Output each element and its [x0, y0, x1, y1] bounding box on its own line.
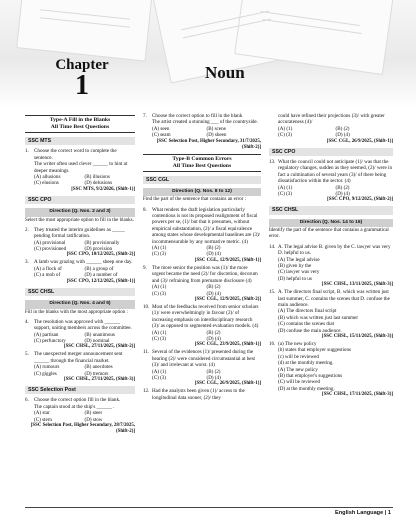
question: 15. A. The directors final script, B. which was written just last summer, C. contains the scenes that D. confuse the main audience. (A) The directors final script (B) which was written just last summer (C) contains the scenes that (D) confuse the main audience. [SSC CHSL, 15/11/2025, (Shift-3)] — [269, 289, 393, 339]
direction-banner: Direction (Q. Nos. 8 to 12) — [143, 188, 261, 196]
question-source: [SSC CGL, 23/9/2025, (Shift-1)] — [194, 342, 261, 348]
question-source: [SSC CHSL, 17/11/2025, (Shift-3)] — [321, 392, 393, 398]
direction-text: Fill in the blanks with the most appropriate option : — [25, 309, 128, 315]
column-2 — [143, 112, 261, 402]
direction-text: Select the most appropriate option to fill in the blanks. — [25, 217, 134, 223]
direction-banner: Direction (Q. Nos. 14 to 16) — [269, 219, 393, 227]
question-source: [SSC CGL, 12/9/2025, (Shift-2)] — [194, 296, 261, 302]
question: 2. They treated the interim guidelines as _____ pending formal ratification. (A) provisional (B) provisionally (C) provisioned (D) provision [SSC CPO, 10/12/2025, (Shift-2)] — [25, 226, 135, 258]
direction-text: Identify the part of the sentence that contains a grammatical error. — [269, 228, 389, 240]
question: 6. Choose the correct option fill in the blank. The captain stood at the ship's ______ . (A) star (B) steer (C) stern (D) stow [SSC Selection Post, Higher Secondary, 28/7/2025, (Shift-2)] — [25, 397, 135, 434]
exam-tag: SSC CGL — [143, 176, 261, 184]
question: 1. Choose the correct word to complete the sentence. The writer often used clever ______ to hint at deeper meanings. (A) allusions (B) illusions (C) elusions (D) delusions [SSC MTS, 9/2/2026, (Shift-1)] — [25, 148, 135, 192]
direction-banner: Direction (Q. Nos. 4 and 5) — [25, 300, 135, 308]
question: 8. What renders the draft legislation particularly contentious is not its proposed realignment of fiscal powers per se, (1)/ but that it presumes, without empirical substantiation, (2)/ a fiscal equivalence among states whose developmental baselines are (3)/ incommensurable by any normative metric. (4) (A) (1) (B) (2) (C) (3) (D) (4) [SSC CGL, 12/9/2025, (Shift-1)] — [143, 206, 261, 263]
question-source: [SSC MTS, 9/2/2026, (Shift-1)] — [71, 186, 135, 192]
exam-tag: SSC CHSL — [269, 206, 393, 214]
question-source: [SSC CHSL, 27/11/2025, (Shift-2)] — [63, 344, 135, 350]
question-source: [SSC CHSL, 27/11/2025, (Shift-3)] — [63, 376, 135, 382]
question-continued: could have refined their projections (3)/ with greater accurateness (4)/ (A) (1) (B) (2) (C) (3) (D) (4) [SSC CGL, 26/9/2025, (Shift-1)] — [269, 113, 393, 145]
question: 13. What the council could not anticipate (1)/ was that the regulatory changes, sudden as they seemed, (2)/ were in fact a culmination of several years (3)/ of there being dissatisfaction within the sector. (4) (A) (1) (B) (2) (C) (3) (D) (4) [SSC CPO, 9/12/2025, (Shift-2)] — [269, 159, 393, 203]
question: 11. Several of the evidences (1)/ presented during the hearing (2)/ were considered circumstantial at best (3)/ and irrelevant at worst. (4) (A) (1) (B) (2) (C) (3) (D) (4) [SSC CGL, 26/9/2025, (Shift-1)] — [143, 349, 261, 387]
question-source: [SSC CPO, 12/12/2025, (Shift-1)] — [66, 278, 135, 284]
exam-tag: SSC Selection Post — [25, 386, 135, 394]
question-source: [SSC CGL, 26/9/2025, (Shift-1)] — [194, 381, 261, 387]
footer-rule — [25, 507, 393, 508]
question-source: [SSC Selection Post, Higher Secondary, 28/7/2025, (Shift-2)] — [30, 423, 135, 434]
chapter-title: Noun — [205, 63, 245, 82]
question: 7. Choose the correct option to fill in the blank The artist created a stunning ___ of the countryside. (A) seen (B) scene (C) seam (D) sheen [SSC Selection Post, Higher Secondary, 31/7/2025, (Shift-2)] — [143, 113, 261, 150]
chapter-label: Chapter — [55, 57, 109, 73]
chapter-banner — [0, 0, 416, 108]
question: 9. The more senior the position was (1)/ the more urgent became the need (2)/ for discretion, decorum and (3)/ refraining from premature disclosure (4) (A) (1) (B) (2) (C) (3) (D) (4) [SSC CGL, 12/9/2025, (Shift-2)] — [143, 264, 261, 302]
question-source: [SSC CHSL, 13/11/2025, (Shift-3)] — [321, 282, 393, 288]
direction-banner: Direction (Q. Nos. 2 and 3) — [25, 208, 135, 216]
question: 12. Had the analysts been given (1)/ access to the longitudinal data sooner, (2)/ they — [143, 388, 245, 401]
exam-tag: SSC CPO — [25, 196, 135, 204]
column-3 — [269, 112, 393, 399]
exam-tag: SSC CHSL — [25, 288, 135, 296]
page-footer — [0, 507, 416, 521]
question: 16. (a) The new policy (b) states that employer suggestions (c) will be reviewed (d) at the monthly meeting. (A) The new policy (B) that employer's suggestions (C) will be reviewed (D) at the monthly meeting. [SSC CHSL, 17/11/2025, (Shift-3)] — [269, 340, 393, 398]
column-1 — [25, 112, 135, 436]
question: 3. A lamb was grazing with ______ sheep one day. (A) a flock of (B) a group of (C) a mob of (D) a number of [SSC CPO, 12/12/2025, (Shift-1)] — [25, 259, 135, 284]
book-page-decoration — [16, 0, 154, 62]
section-title: Type-A Fill in the Blanks All Time Best Questions — [25, 115, 135, 133]
direction-text: Find the part of the sentence that contains an error : — [143, 197, 247, 203]
exam-tag: SSC MTS — [25, 137, 135, 145]
question: 14. A. The legal advise B. given by the C. lawyer was very D. helpful to us. (A) The legal advise (B) given by the (C) lawyer was very (D) helpful to us [SSC CHSL, 13/11/2025, (Shift-3)] — [269, 243, 393, 288]
question: 10. Most of the feedbacks received from senior scholars (1)/ were overwhelmingly in favour (2)/ of increasing emphasis on interdisciplinary research (3)/ as opposed to segmented evaluation models. (4) (A) (1) (B) (2) (C) (3) (D) (4) [SSC CGL, 23/9/2025, (Shift-1)] — [143, 303, 261, 348]
exam-tag: SSC CPO — [269, 148, 393, 156]
question-source: [SSC CHSL, 15/11/2025, (Shift-3)] — [321, 333, 393, 339]
question: 5. The unexpected merger announcement sent ______ through the financial market. (A) rumours (B) anecdotes (C) giggles (D) tremors [SSC CHSL, 27/11/2025, (Shift-3)] — [25, 351, 135, 382]
question-source: [SSC Selection Post, Higher Secondary, 31/7/2025, (Shift-2)] — [156, 138, 261, 150]
question-source: [SSC CPO, 10/12/2025, (Shift-2)] — [66, 252, 135, 258]
question: 4. The resolution was approved with ______ support, uniting members across the committee. (A) partisan (B) unanimous (C) perfunctory (D) nominal [SSC CHSL, 27/11/2025, (Shift-2)] — [25, 318, 135, 350]
question-source: [SSC CPO, 9/12/2025, (Shift-2)] — [327, 197, 393, 203]
question-source: [SSC CGL, 12/9/2025, (Shift-1)] — [194, 257, 261, 263]
chapter-number: 1 — [75, 70, 89, 101]
footer-label: English Language | 1 — [335, 510, 391, 516]
section-title: Type-B Common Errors All Time Best Questions — [143, 154, 261, 172]
question-source: [SSC CGL, 26/9/2025, (Shift-1)] — [326, 138, 393, 144]
